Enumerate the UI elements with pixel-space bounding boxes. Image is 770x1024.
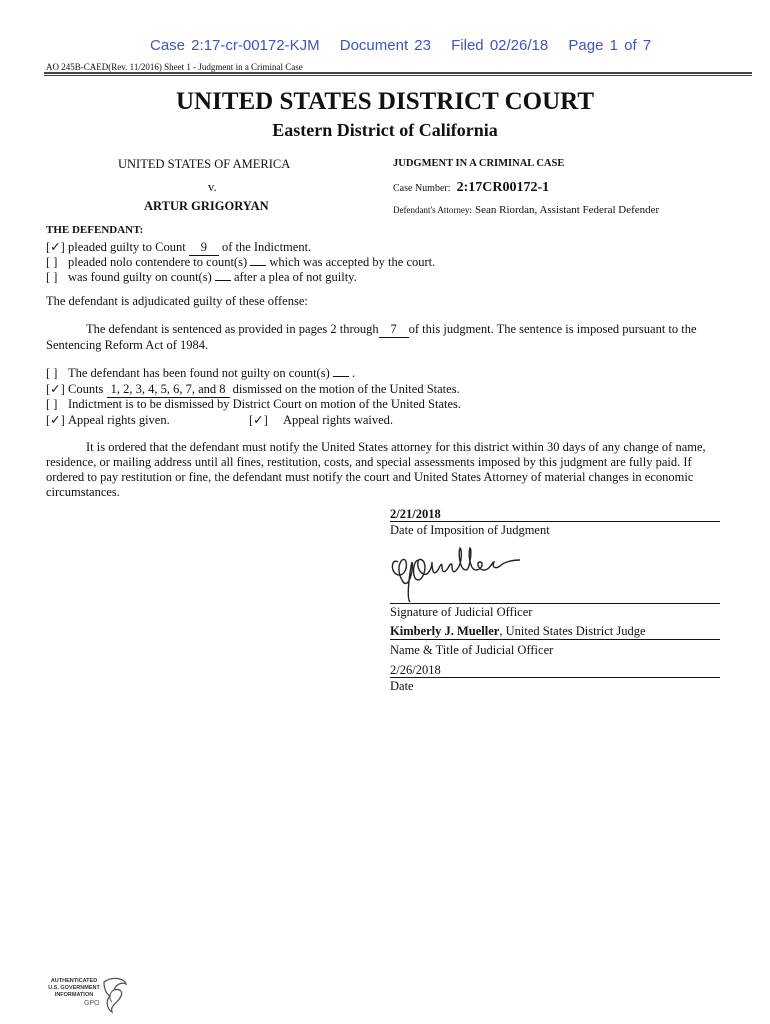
page-indicator: Page 1 of 7 [568,37,652,54]
adjudicated-text: The defendant is adjudicated guilty of these offense: [46,294,308,308]
counts-value: 1, 2, 3, 4, 5, 6, 7, and 8 [107,382,230,398]
judge-title: , United States District Judge [499,624,646,638]
blank-field [250,265,266,266]
checkbox: [ ] [46,397,58,411]
seal-text: AUTHENTICATED [50,978,98,984]
eagle-icon [100,976,130,1016]
blank-field [215,280,231,281]
judge-signature [388,540,548,604]
sentence-text: The defendant is sentenced as provided in pages 2 through [86,322,379,336]
plea-text: pleaded guilty to Count [68,240,186,254]
plea-row [46,270,357,285]
document-number: Document 23 [339,37,431,54]
sentence-line [86,322,697,338]
divider [44,72,752,74]
checkbox: [✓] [46,382,65,396]
case-number-row [393,180,549,196]
appeal-given-text: Appeal rights given. [68,413,170,427]
checkbox: [ ] [46,255,58,269]
versus: v. [208,180,217,194]
appeal-waived-row [249,412,393,428]
plaintiff: UNITED STATES OF AMERICA [118,157,291,171]
appeal-waived-text: Appeal rights waived. [283,413,394,427]
order-line: residence, or mailing address until all fines, restitution, costs, and special assessments imposed by this judgment are fully paid. If [46,455,692,469]
plea-row [46,255,435,270]
district-title: Eastern District of California [272,120,498,140]
sentence-text: of this judgment. The sentence is imposed pursuant to the [408,322,697,336]
judge-name-row [390,624,646,639]
count-value: 9 [189,240,219,256]
imposition-date: 2/21/2018 [390,507,441,521]
appeal-row [46,412,170,428]
pages-value: 7 [379,322,409,338]
seal-text: INFORMATION [54,992,94,998]
plea-row [46,239,311,256]
signature-rule [390,677,720,678]
plea-text: pleaded nolo contendere to count(s) [68,255,248,269]
counts-row [46,381,460,398]
attorney-name: Sean Riordan, Assistant Federal Defender [474,204,660,216]
judgment-title: JUDGMENT IN A CRIMINAL CASE [393,158,565,169]
filed-date: Filed 02/26/18 [451,37,549,54]
order-line: circumstances. [46,485,120,499]
form-id: AO 245B-CAED(Rev. 11/2016) Sheet 1 - Judgment in a Criminal Case [46,62,303,72]
seal-text: U.S. GOVERNMENT [48,985,100,991]
court-title: UNITED STATES DISTRICT COURT [176,88,594,115]
name-title-label: Name & Title of Judicial Officer [390,643,554,657]
not-guilty-row: [ ] The defendant has been found not guilty on count(s) . [46,366,356,380]
indictment-text: Indictment is to be dismissed by District Court on motion of the United States. [68,397,462,411]
order-line: It is ordered that the defendant must notify the United States attorney for this district within 30 days of any change of name, [86,440,706,454]
divider [44,75,752,76]
checkbox: [✓] [46,240,65,254]
filing-header [150,37,665,54]
case-id: Case 2:17-cr-00172-KJM [150,37,320,54]
checkbox: [ ] [46,270,58,284]
indictment-row [46,397,461,412]
date-label: Date [390,679,414,693]
defendant-heading: THE DEFENDANT: [46,224,144,236]
judge-name: Kimberly J. Mueller [390,624,500,638]
checkbox: [ ] [46,366,58,380]
case-number-label: Case Number: [393,183,451,194]
defendant-name: ARTUR GRIGORYAN [144,199,269,213]
not-guilty-text: The defendant has been found not guilty on count(s) [68,366,330,380]
plea-text: after a plea of not guilty. [233,270,357,284]
gpo-seal [44,976,134,1016]
plea-text: which was accepted by the court. [269,255,436,269]
counts-label: Counts [68,382,104,396]
case-number: 2:17CR00172-1 [456,180,550,195]
plea-text: of the Indictment. [221,240,312,254]
signature-rule [390,603,720,604]
seal-gpo: GPO [84,1000,100,1007]
signature-label: Signature of Judicial Officer [390,605,533,619]
blank-field [333,376,349,377]
attorney-label: Defendant's Attorney: [393,205,472,215]
checkbox: [✓] [46,413,65,427]
signature-rule [390,521,720,522]
order-line: ordered to pay restitution or fine, the defendant must notify the court and United States Attorney of material changes in economic [46,470,694,484]
signed-date: 2/26/2018 [390,663,441,677]
checkbox: [✓] [249,413,268,427]
counts-text: dismissed on the motion of the United States. [232,382,460,396]
imposition-label: Date of Imposition of Judgment [390,523,550,537]
attorney-row [393,202,659,217]
sentence-line2: Sentencing Reform Act of 1984. [46,338,209,352]
signature-rule [390,639,720,640]
plea-text: was found guilty on count(s) [68,270,212,284]
